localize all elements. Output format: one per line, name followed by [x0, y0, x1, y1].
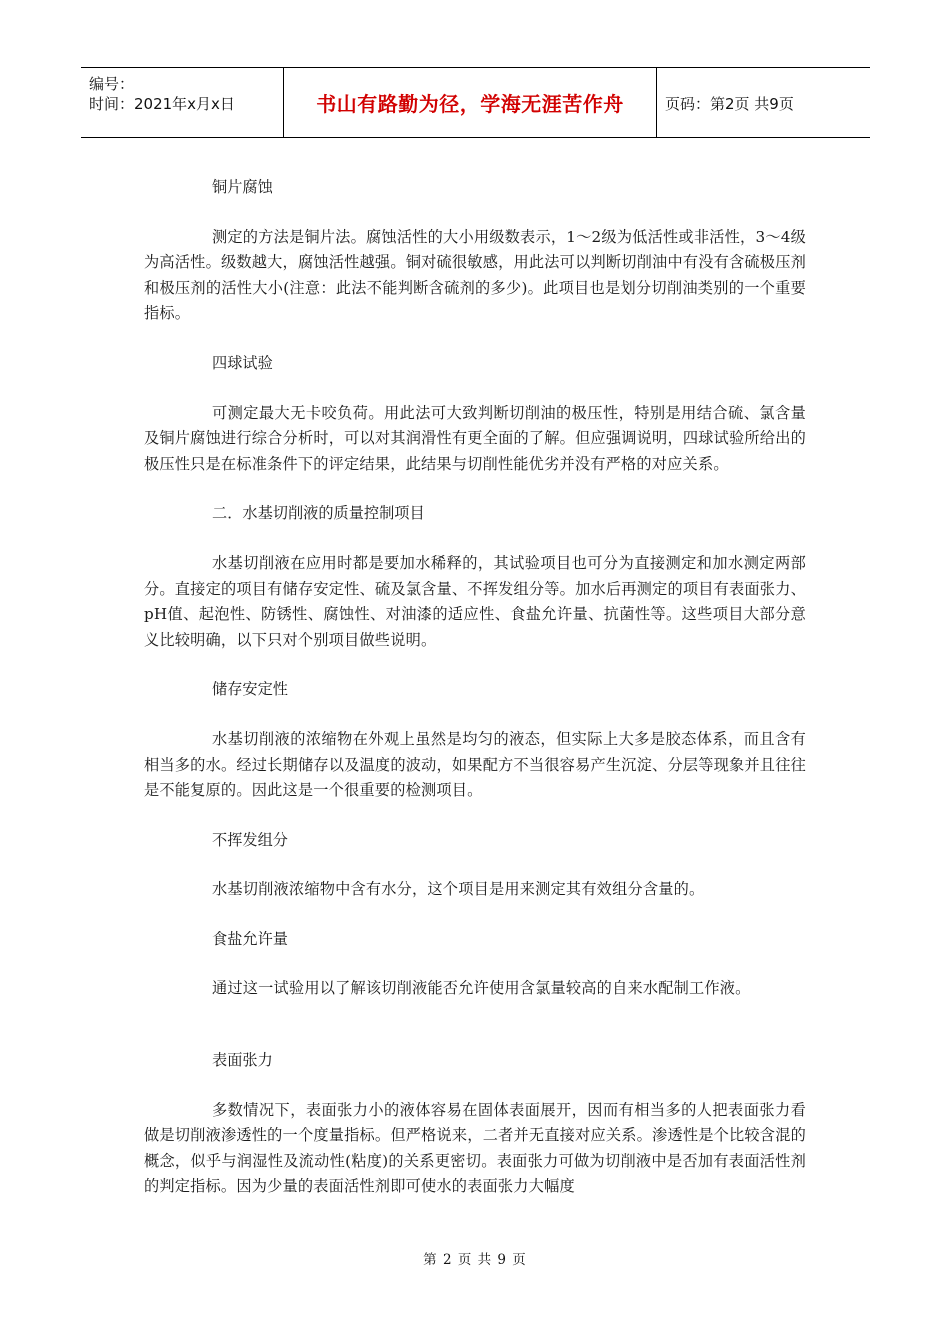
- body-paragraph: 测定的方法是铜片法。腐蚀活性的大小用级数表示，1～2级为低活性或非活性，3～4级为高活性。级数越大，腐蚀活性越强。铜对硫很敏感，用此法可以判断切削油中有没有含硫极压剂和极压剂的活性大小(注意：此法不能判断含硫剂的多少)。此项目也是划分切削油类别的一个重要指标。: [144, 227, 806, 323]
- document-date-label: 时间：2021年x月x日: [89, 95, 235, 113]
- page-header: [81, 67, 870, 138]
- section-heading: 二．水基切削液的质量控制项目: [212, 504, 425, 523]
- body-paragraph: 多数情况下，表面张力小的液体容易在固体表面展开，因而有相当多的人把表面张力看做是切削液渗透性的一个度量指标。但严格说来，二者并无直接对应关系。渗透性是个比较含混的概念，似乎与润湿性及流动性(粘度)的关系更密切。表面张力可做为切削液中是否加有表面活性剂的判定指标。因为少量的表面活性剂即可使水的表面张力大幅度: [144, 1100, 806, 1196]
- section-heading: 储存安定性: [212, 680, 288, 699]
- body-paragraph: 通过这一试验用以了解该切削液能否允许使用含氯量较高的自来水配制工作液。: [212, 979, 751, 998]
- section-heading: 不挥发组分: [212, 830, 288, 849]
- page-footer: 第 2 页 共 9 页: [423, 1252, 527, 1268]
- header-motto-cell: [284, 68, 657, 137]
- document-number-label: 编号：: [89, 75, 135, 93]
- body-paragraph: 水基切削液在应用时都是要加水稀释的，其试验项目也可分为直接测定和加水测定两部分。直接定的项目有储存安定性、硫及氯含量、不挥发组分等。加水后再测定的项目有表面张力、pH值、起泡性、防锈性、腐蚀性、对油漆的适应性、食盐允许量、抗菌性等。这些项目大部分意义比较明确，以下只对个别项目做些说明。: [144, 553, 806, 649]
- document-body: [144, 175, 806, 1200]
- body-paragraph: 水基切削液浓缩物中含有水分，这个项目是用来测定其有效组分含量的。: [212, 880, 705, 899]
- section-heading: 四球试验: [212, 353, 273, 372]
- section-heading: 食盐允许量: [212, 929, 288, 948]
- header-page-info: 页码：第2页 共9页: [665, 95, 794, 113]
- section-heading: 铜片腐蚀: [212, 178, 273, 196]
- body-paragraph: 水基切削液的浓缩物在外观上虽然是均匀的液态，但实际上大多是胶态体系，而且含有相当多的水。经过长期储存以及温度的波动，如果配方不当很容易产生沉淀、分层等现象并且往往是不能复原的。因此这是一个很重要的检测项目。: [144, 729, 806, 800]
- body-paragraph: 可测定最大无卡咬负荷。用此法可大致判断切削油的极压性，特别是用结合硫、氯含量及铜片腐蚀进行综合分析时，可以对其润滑性有更全面的了解。但应强调说明，四球试验所给出的极压性只是在标准条件下的评定结果，此结果与切削性能优劣并没有严格的对应关系。: [144, 403, 806, 473]
- section-heading: 表面张力: [212, 1051, 273, 1070]
- header-meta-cell: [81, 68, 284, 137]
- header-page-cell: [657, 68, 870, 137]
- header-motto: 书山有路勤为径，学海无涯苦作舟: [316, 92, 624, 116]
